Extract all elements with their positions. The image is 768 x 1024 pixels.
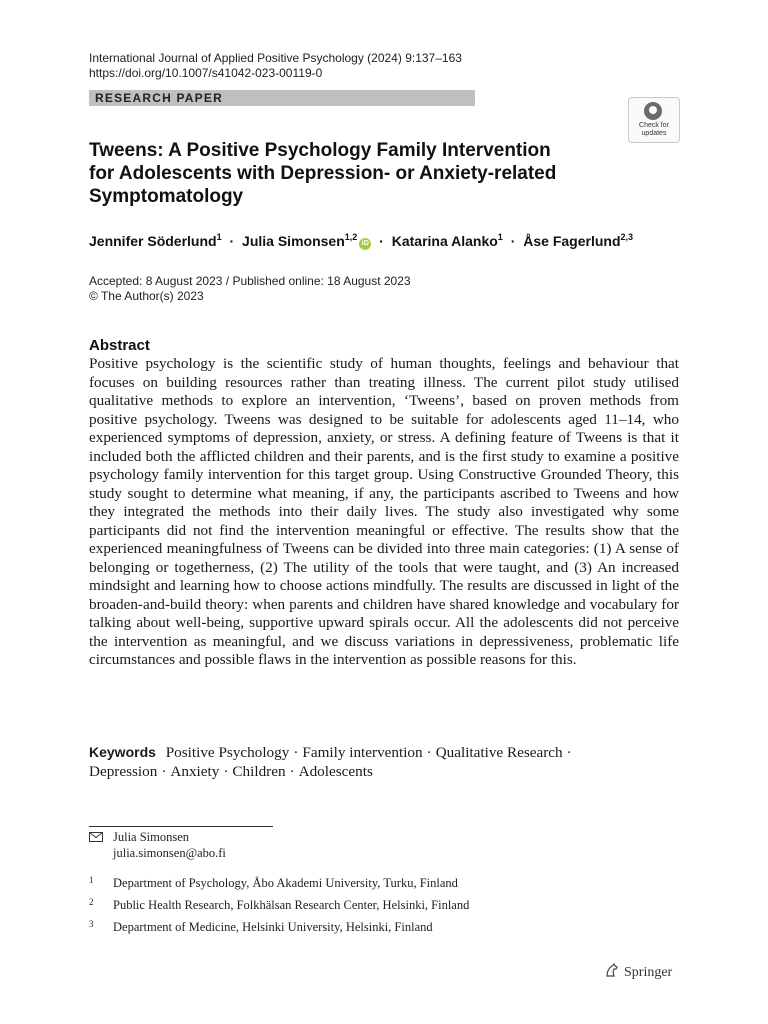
footnote-divider [89, 826, 273, 827]
check-updates-text: Check for updates [639, 122, 669, 137]
author-name[interactable]: Julia Simonsen [242, 233, 345, 249]
copyright-notice: © The Author(s) 2023 [89, 289, 204, 303]
keyword: Qualitative Research [435, 744, 563, 761]
affiliation-number: 3 [89, 919, 94, 929]
title-line: Tweens: A Positive Psychology Family Intervention [89, 140, 551, 161]
affiliation-text: Department of Medicine, Helsinki University, Helsinki, Finland [113, 920, 433, 934]
keywords-section: Keywords Positive Psychology · Family intervention · Qualitative Research · Depression · Anxiety · Children · Adolescents [89, 744, 572, 780]
keywords-label: Keywords [89, 744, 156, 760]
author-name[interactable]: Jennifer Söderlund [89, 233, 217, 249]
author-list: Jennifer Söderlund$^1$ · Julia Simonsen$^{1,2}$iD · Katarina Alanko$^1$ · Åse Fagerlund$^{2,3}$ [89, 232, 634, 249]
accepted-published-dates: Accepted: 8 August 2023 / Published online: 18 August 2023 [89, 274, 411, 288]
affiliation-text: Public Health Research, Folkhälsan Research Center, Helsinki, Finland [113, 898, 470, 912]
check-for-updates-button[interactable] [628, 97, 680, 143]
publisher-name: Springer [624, 965, 673, 980]
check-updates-icon [644, 102, 662, 120]
keyword: Depression [89, 762, 158, 780]
author-name[interactable]: Åse Fagerlund [523, 233, 621, 249]
affiliation-number: 1 [89, 875, 94, 885]
journal-header [89, 51, 462, 81]
article-type-bar [89, 90, 475, 106]
author-affiliation: 2,3 [620, 232, 634, 242]
abstract-text: Positive psychology is the scientific study of human thoughts, feelings and behaviour that focuses on building resources rather than treating illness. The current pilot study utilised qualitative methods to explore an intervention, ‘Tweens’, based on proven methods from positive psychology. Tweens was designed to be suitable for adolescents aged 11–14, who experienced symptoms of depression, anxiety, or stress. A defining feature of Tweens is that it included both the afflicted children and their parents, and is the first study to examine a positive psychology family intervention for this target group. Using Constructive Grounded Theory, this study sought to determine what meaning, if any, the participants ascribed to Tweens and how they integrated the methods into their daily lives. The study also investigated why some participants did not find the intervention meaningful or effective. The results show that the experienced meaningfulness of Tweens can be divided into three main categories: (1) A sense of belonging or togetherness, (2) The utility of the tools that were taught, and (3) An increased mindsight and learning how to choose actions mindfully. The results are discussed in light of the broaden-and-build theory: when parents and children have shared knowledge and vocabulary for talking about well-being, supportive upward spirals occur. All the adolescents did not perceive the intervention as meaningful, and we discuss variations in depressiveness, problematic life circumstances and possible flaws in the intervention as possible reasons for this. [89, 355, 679, 668]
author-affiliation: 1 [216, 232, 222, 242]
corresponding-email[interactable]: julia.simonsen@abo.fi [113, 846, 226, 860]
springer-horse-icon [604, 962, 620, 978]
publication-dates [89, 274, 411, 304]
mail-icon [89, 832, 103, 842]
corresponding-author [113, 829, 226, 861]
title-line: Symptomatology [89, 186, 244, 207]
journal-citation: International Journal of Applied Positive Psychology (2024) 9:137–163 [89, 51, 462, 65]
author-affiliation: 1 [497, 232, 503, 242]
abstract-heading: Abstract [89, 337, 150, 354]
article-title [89, 139, 589, 208]
doi-link[interactable]: https://doi.org/10.1007/s41042-023-00119-0 [89, 66, 323, 80]
keyword: Anxiety [170, 762, 220, 780]
keyword: Children [232, 762, 286, 780]
author-affiliation: 1,2 [344, 232, 358, 242]
affiliation-number: 2 [89, 897, 94, 907]
keyword: Adolescents [298, 762, 373, 780]
keyword: Positive Psychology [165, 744, 290, 761]
title-line: for Adolescents with Depression- or Anxiety-related [89, 163, 557, 184]
corresponding-name: Julia Simonsen [113, 830, 190, 844]
affiliation-text: Department of Psychology, Åbo Akademi University, Turku, Finland [113, 876, 458, 890]
publisher-logo [604, 962, 672, 982]
article-type-label: RESEARCH PAPER [95, 91, 223, 105]
orcid-icon[interactable]: iD [359, 238, 371, 250]
keyword: Family intervention [302, 744, 423, 761]
author-name[interactable]: Katarina Alanko [391, 233, 498, 249]
